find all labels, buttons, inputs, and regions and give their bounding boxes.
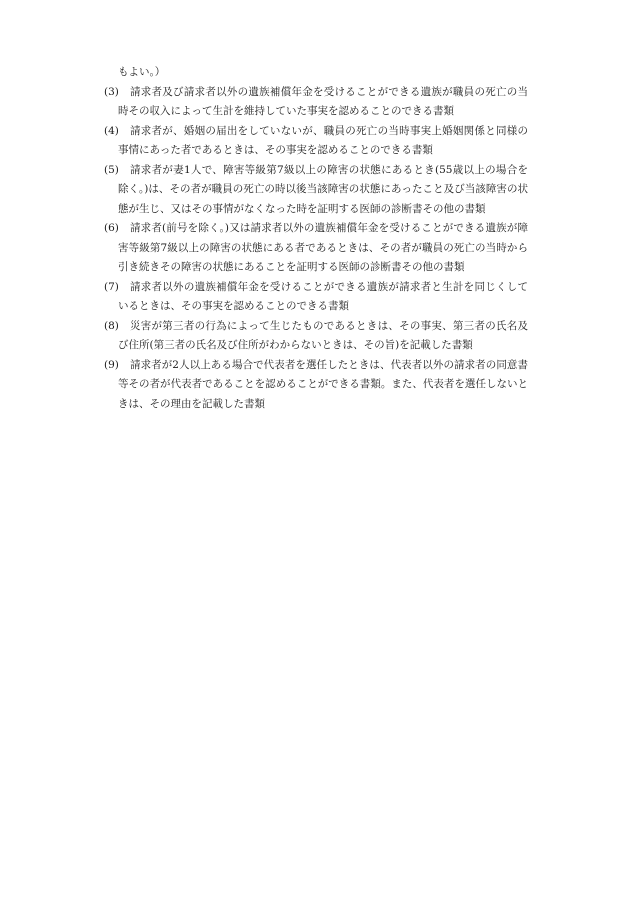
list-item-5 [104, 161, 528, 220]
item-text: 災害が第三者の行為によって生じたものであるときは、その事実、第三者の氏名及び住所(第三者の氏名及び住所がわからないときは、その旨)を記載した書類 [118, 319, 528, 351]
item-text: 請求者が妻1人で、障害等級第7級以上の障害の状態にあるとき(55歳以上の場合を除く。)は、その者が職員の死亡の時以後当該障害の状態にあったこと及び当該障害の状態が生じ、又はその事情がなくなった時を証明する医師の診断書その他の書類 [118, 163, 528, 215]
list-item-9 [104, 356, 528, 415]
document-body [104, 63, 528, 414]
item-text: 請求者(前号を除く。)又は請求者以外の遺族補償年金を受けることができる遺族が障害等級第7級以上の障害の状態にある者であるときは、その者が職員の死亡の当時から引き続きその障害の状態にあることを証明する医師の診断書その他の書類 [118, 222, 528, 273]
item-number: (7) [104, 280, 119, 293]
item-number: (3) [104, 85, 119, 98]
item-number: (6) [104, 222, 119, 234]
list-item-7 [104, 278, 528, 317]
list-item-8 [104, 317, 528, 356]
continuation-text: もよい。） [118, 66, 166, 78]
item-text: 請求者以外の遺族補償年金を受けることができる遺族が請求者と生計を同じくしているときは、その事実を認めることのできる書類 [118, 280, 528, 312]
list-item-4 [104, 122, 528, 161]
item-number: (8) [104, 319, 119, 332]
list-item-3 [104, 83, 528, 122]
item-number: (9) [104, 358, 119, 371]
item-text: 請求者が2人以上ある場合で代表者を選任したときは、代表者以外の請求者の同意書等その者が代表者であることを認めることができる書類。また、代表者を選任しないときは、その理由を記載した書類 [118, 358, 528, 410]
item-text: 請求者及び請求者以外の遺族補償年金を受けることができる遺族が職員の死亡の当時その収入によって生計を維持していた事実を認めることのできる書類 [118, 85, 528, 117]
item-text: 請求者が、婚姻の届出をしていないが、職員の死亡の当時事実上婚姻関係と同様の事情にあった者であるときは、その事実を認めることのできる書類 [118, 124, 528, 156]
item-number: (5) [104, 163, 119, 176]
list-item-6 [104, 219, 528, 278]
item-number: (4) [104, 124, 119, 137]
